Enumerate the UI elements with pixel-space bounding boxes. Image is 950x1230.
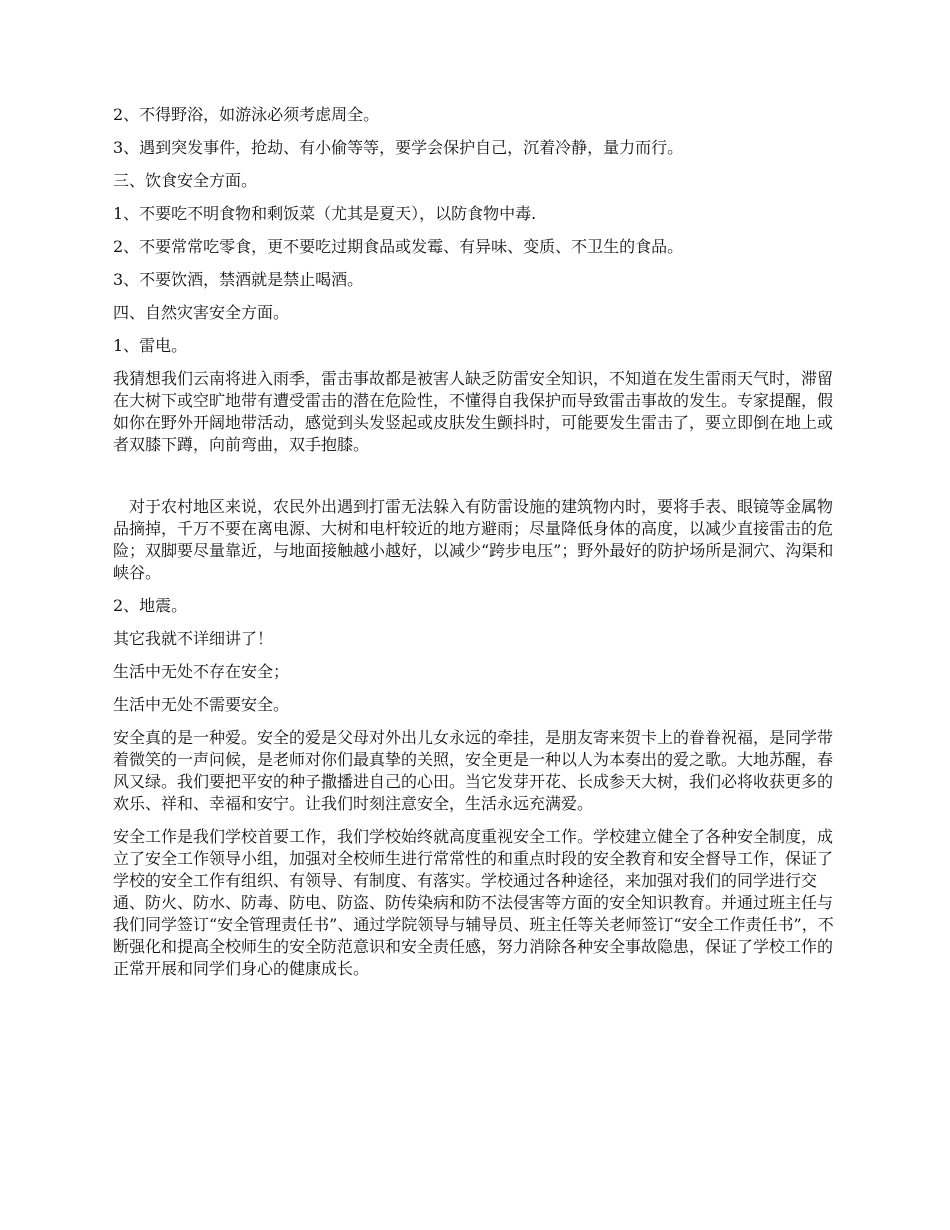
heading-natural-disaster: 四、自然灾害安全方面。 xyxy=(113,303,290,322)
paragraph-no-detail: 其它我就不详细讲了！ xyxy=(113,629,274,648)
paragraph-safety-everywhere: 生活中无处不存在安全； xyxy=(113,662,290,681)
document-page xyxy=(113,104,848,991)
paragraph-lightning-advice: 我猜想我们云南将进入雨季，雷击事故都是被害人缺乏防雷安全知识，不知道在发生雷雨天气时，滞留在大树下或空旷地带有遭受雷击的潜在危险性，不懂得自我保护而导致雷击事故的发生。专家提醒，假如你在野外开阔地带活动，感觉到头发竖起或皮肤发生颤抖时，可能要发生雷击了，要立即倒在地上或者双膝下蹲，向前弯曲，双手抱膝。 xyxy=(113,369,834,454)
heading-earthquake: 2、地震。 xyxy=(113,596,188,615)
paragraph-unknown-food: 1、不要吃不明食物和剩饭菜（尤其是夏天），以防食物中毒. xyxy=(113,204,537,223)
paragraph-safety-is-love: 安全真的是一种爱。安全的爱是父母对外出儿女永远的牵挂，是朋友寄来贺卡上的眷眷祝福，是同学带着微笑的一声问候，是老师对你们最真挚的关照，安全更是一种以人为本奏出的爱之歌。大地苏醒，春风又绿。我们要把平安的种子撒播进自己的心田。当它发芽开花、长成参天大树，我们必将收获更多的欢乐、祥和、幸福和安宁。让我们时刻注意安全，生活永远充满爱。 xyxy=(113,728,834,813)
heading-lightning: 1、雷电。 xyxy=(113,336,188,355)
paragraph-school-safety-work: 安全工作是我们学校首要工作，我们学校始终就高度重视安全工作。学校建立健全了各种安全制度，成立了安全工作领导小组，加强对全校师生进行常常性的和重点时段的安全教育和安全督导工作，保证了学校的安全工作有组织、有领导、有制度、有落实。学校通过各种途径，来加强对我们的同学进行交通、防火、防水、防毒、防电、防盗、防传染病和防不法侵害等方面的安全知识教育。并通过班主任与我们同学签订“安全管理责任书”、通过学院领导与辅导员、班主任等关老师签订“安全工作责任书”，不断强化和提高全校师生的安全防范意识和安全责任感，努力消除各种安全事故隐患，保证了学校工作的正常开展和同学们身心的健康成长。 xyxy=(113,827,834,978)
paragraph-rural-lightning: 对于农村地区来说，农民外出遇到打雷无法躲入有防雷设施的建筑物内时，要将手表、眼镜等金属物品摘掉，千万不要在离电源、大树和电杆较近的地方避雨；尽量降低身体的高度，以减少直接雷击的危险；双脚要尽量靠近，与地面接触越小越好，以减少“跨步电压”；野外最好的防护场所是洞穴、沟渠和峡谷。 xyxy=(113,497,834,582)
paragraph-safety-needed: 生活中无处不需要安全。 xyxy=(113,695,290,714)
paragraph-alcohol: 3、不要饮酒，禁酒就是禁止喝酒。 xyxy=(113,270,364,289)
paragraph-snacks: 2、不要常常吃零食，更不要吃过期食品或发霉、有异味、变质、不卫生的食品。 xyxy=(113,237,684,256)
heading-food-safety: 三、饮食安全方面。 xyxy=(113,171,258,190)
paragraph-emergency: 3、遇到突发事件，抢劫、有小偷等等，要学会保护自己，沉着冷静，量力而行。 xyxy=(113,138,684,157)
paragraph-swimming: 2、不得野浴，如游泳必须考虑周全。 xyxy=(113,105,380,124)
